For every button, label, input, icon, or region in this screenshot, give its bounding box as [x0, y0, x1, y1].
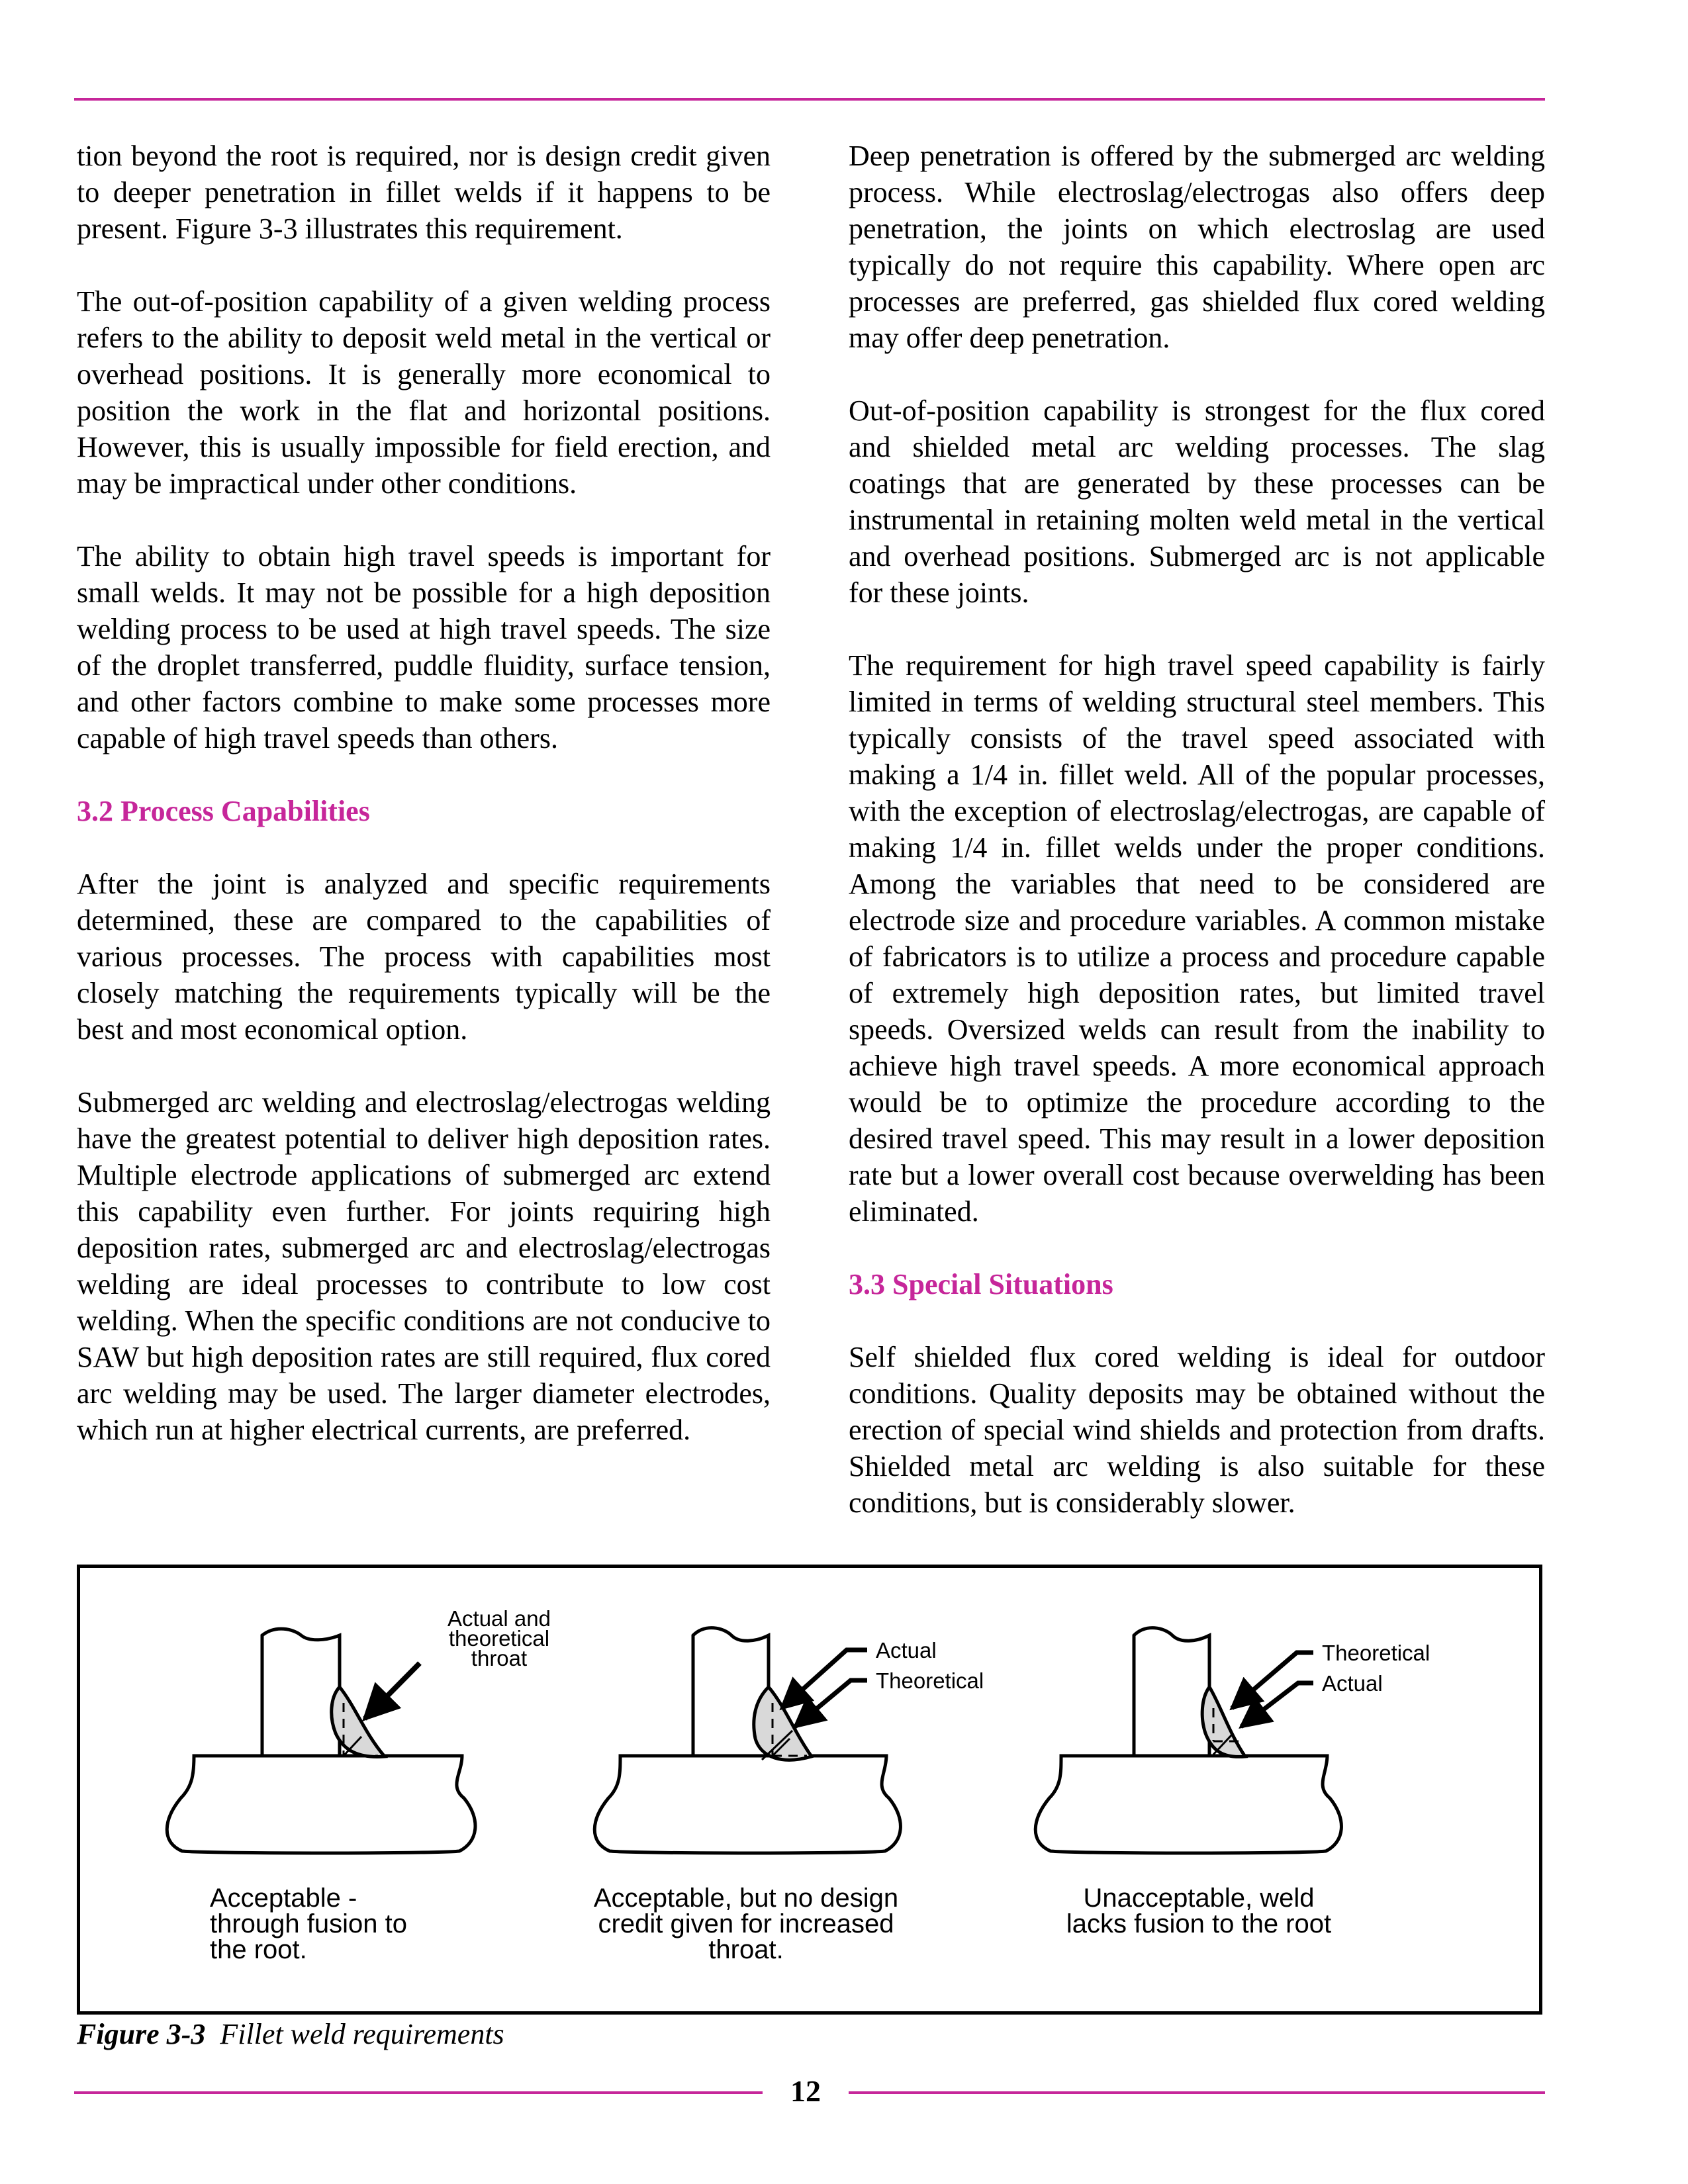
section-heading-3-3: 3.3 Special Situations [849, 1268, 1113, 1300]
weld-bead [754, 1687, 812, 1760]
paragraph: Deep penetration is offered by the submerged arc welding process. While electroslag/electrogas also offers deep penetration, the joints on which electroslag are used typically do not require this capability. Where open arc processes are preferred, gas shielded flux cored welding may offer deep penetration. [849, 140, 1545, 354]
figure-caption-number: Figure 3-3 [77, 2018, 206, 2050]
paragraph: After the joint is analyzed and specific requirements determined, these are compared to the capabilities of various processes. The process with capabilities most closely matching the requirements typically will be the best and most economical option. [77, 868, 771, 1046]
panel-2-acceptable-no-credit [594, 1628, 984, 1964]
top-rule [74, 98, 1545, 101]
page-number: 12 [790, 2074, 821, 2108]
panel-caption: Acceptable - [210, 1884, 357, 1913]
footer-rule-right [849, 2091, 1545, 2094]
panel-1-acceptable [167, 1606, 551, 1964]
panel-caption: Acceptable, but no design [593, 1884, 899, 1913]
figure-caption-text: Fillet weld requirements [220, 2018, 504, 2050]
right-column [849, 138, 1545, 1557]
base-plate [594, 1756, 900, 1853]
panel-caption: through fusion to [210, 1909, 407, 1938]
panel-3-unacceptable [1035, 1628, 1430, 1938]
paragraph: tion beyond the root is required, nor is design credit given to deeper penetration in fillet welds if it happens to be present. Figure 3-3 illustrates this requirement. [77, 140, 771, 245]
figure-caption [77, 2016, 504, 2052]
paragraph: The requirement for high travel speed capability is fairly limited in terms of welding structural steel members. This typically consists of the travel speed associated with making a 1/4 in. fillet weld. All of the popular processes, with the exception of electroslag/electrogas, are capable of making 1/4 in. fillet welds under the proper conditions. Among the variables that need to be considered are electrode size and procedure variables. A common mistake of fabricators is to utilize a process and procedure capable of extremely high deposition rates, but limited travel speeds. Oversized welds can result from the inability to achieve high travel speeds. A more economical approach would be to optimize the procedure according to the desired travel speed. This may result in a lower deposition rate but a lower overall cost because overwelding has been eliminated. [849, 649, 1545, 1228]
callout-actual-label: Actual [876, 1638, 937, 1662]
paragraph: Self shielded flux cored welding is ideal for outdoor conditions. Quality deposits may be obtained without the erection of special wind shields and protection from drafts. Shielded metal arc welding is also suitable for these conditions, but is considerably slower. [849, 1341, 1545, 1519]
panel-caption: Unacceptable, weld [1083, 1884, 1315, 1913]
fillet-weld-diagram [80, 1568, 1539, 2011]
vertical-plate [262, 1629, 340, 1756]
callout-theoretical-label: Theoretical [876, 1668, 984, 1693]
vertical-plate [1134, 1628, 1209, 1756]
panel-caption: throat. [708, 1935, 784, 1964]
base-plate [1035, 1756, 1341, 1853]
callout-line: theoretical [448, 1626, 550, 1651]
paragraph: Submerged arc welding and electroslag/electrogas welding have the greatest potential to deliver high deposition rates. Multiple electrode applications of submerged arc extend this capability even further. For joints requiring high deposition rates, submerged arc and electroslag/electrogas welding are ideal processes to contribute to low cost welding. When the specific conditions are not conducive to SAW but high deposition rates are still required, flux cored arc welding may be used. The larger diameter electrodes, which run at higher electrical currents, are preferred. [77, 1086, 771, 1446]
callout-theoretical-label: Theoretical [1322, 1641, 1430, 1665]
callout-actual-label: Actual [1322, 1671, 1383, 1696]
panel-caption: the root. [210, 1935, 307, 1964]
section-heading-3-2: 3.2 Process Capabilities [77, 795, 370, 827]
callout-arrow [365, 1663, 420, 1719]
base-plate [167, 1756, 475, 1853]
paragraph: The out-of-position capability of a given welding process refers to the ability to deposit weld metal in the vertical or overhead positions. It is generally more economical to position the work in the flat and horizontal positions. However, this is usually impossible for field erection, and may be impractical under other conditions. [77, 285, 771, 500]
figure-3-3 [77, 1565, 1542, 2015]
paragraph: The ability to obtain high travel speeds is important for small welds. It may not be possible for a high deposition welding process to be used at high travel speeds. The size of the droplet transferred, puddle fluidity, surface tension, and other factors combine to make some processes more capable of high travel speeds than others. [77, 540, 771, 754]
panel-caption: credit given for increased [598, 1909, 894, 1938]
panel-caption: lacks fusion to the root [1066, 1909, 1332, 1938]
callout-line: throat [471, 1646, 528, 1670]
left-column [77, 138, 771, 1484]
paragraph: Out-of-position capability is strongest for the flux cored and shielded metal arc welding processes. The slag coatings that are generated by these processes can be instrumental in retaining molten weld metal in the vertical and overhead positions. Submerged arc is not applicable for these joints. [849, 394, 1545, 609]
callout-line: Actual and [447, 1606, 551, 1631]
footer-rule-left [74, 2091, 763, 2094]
